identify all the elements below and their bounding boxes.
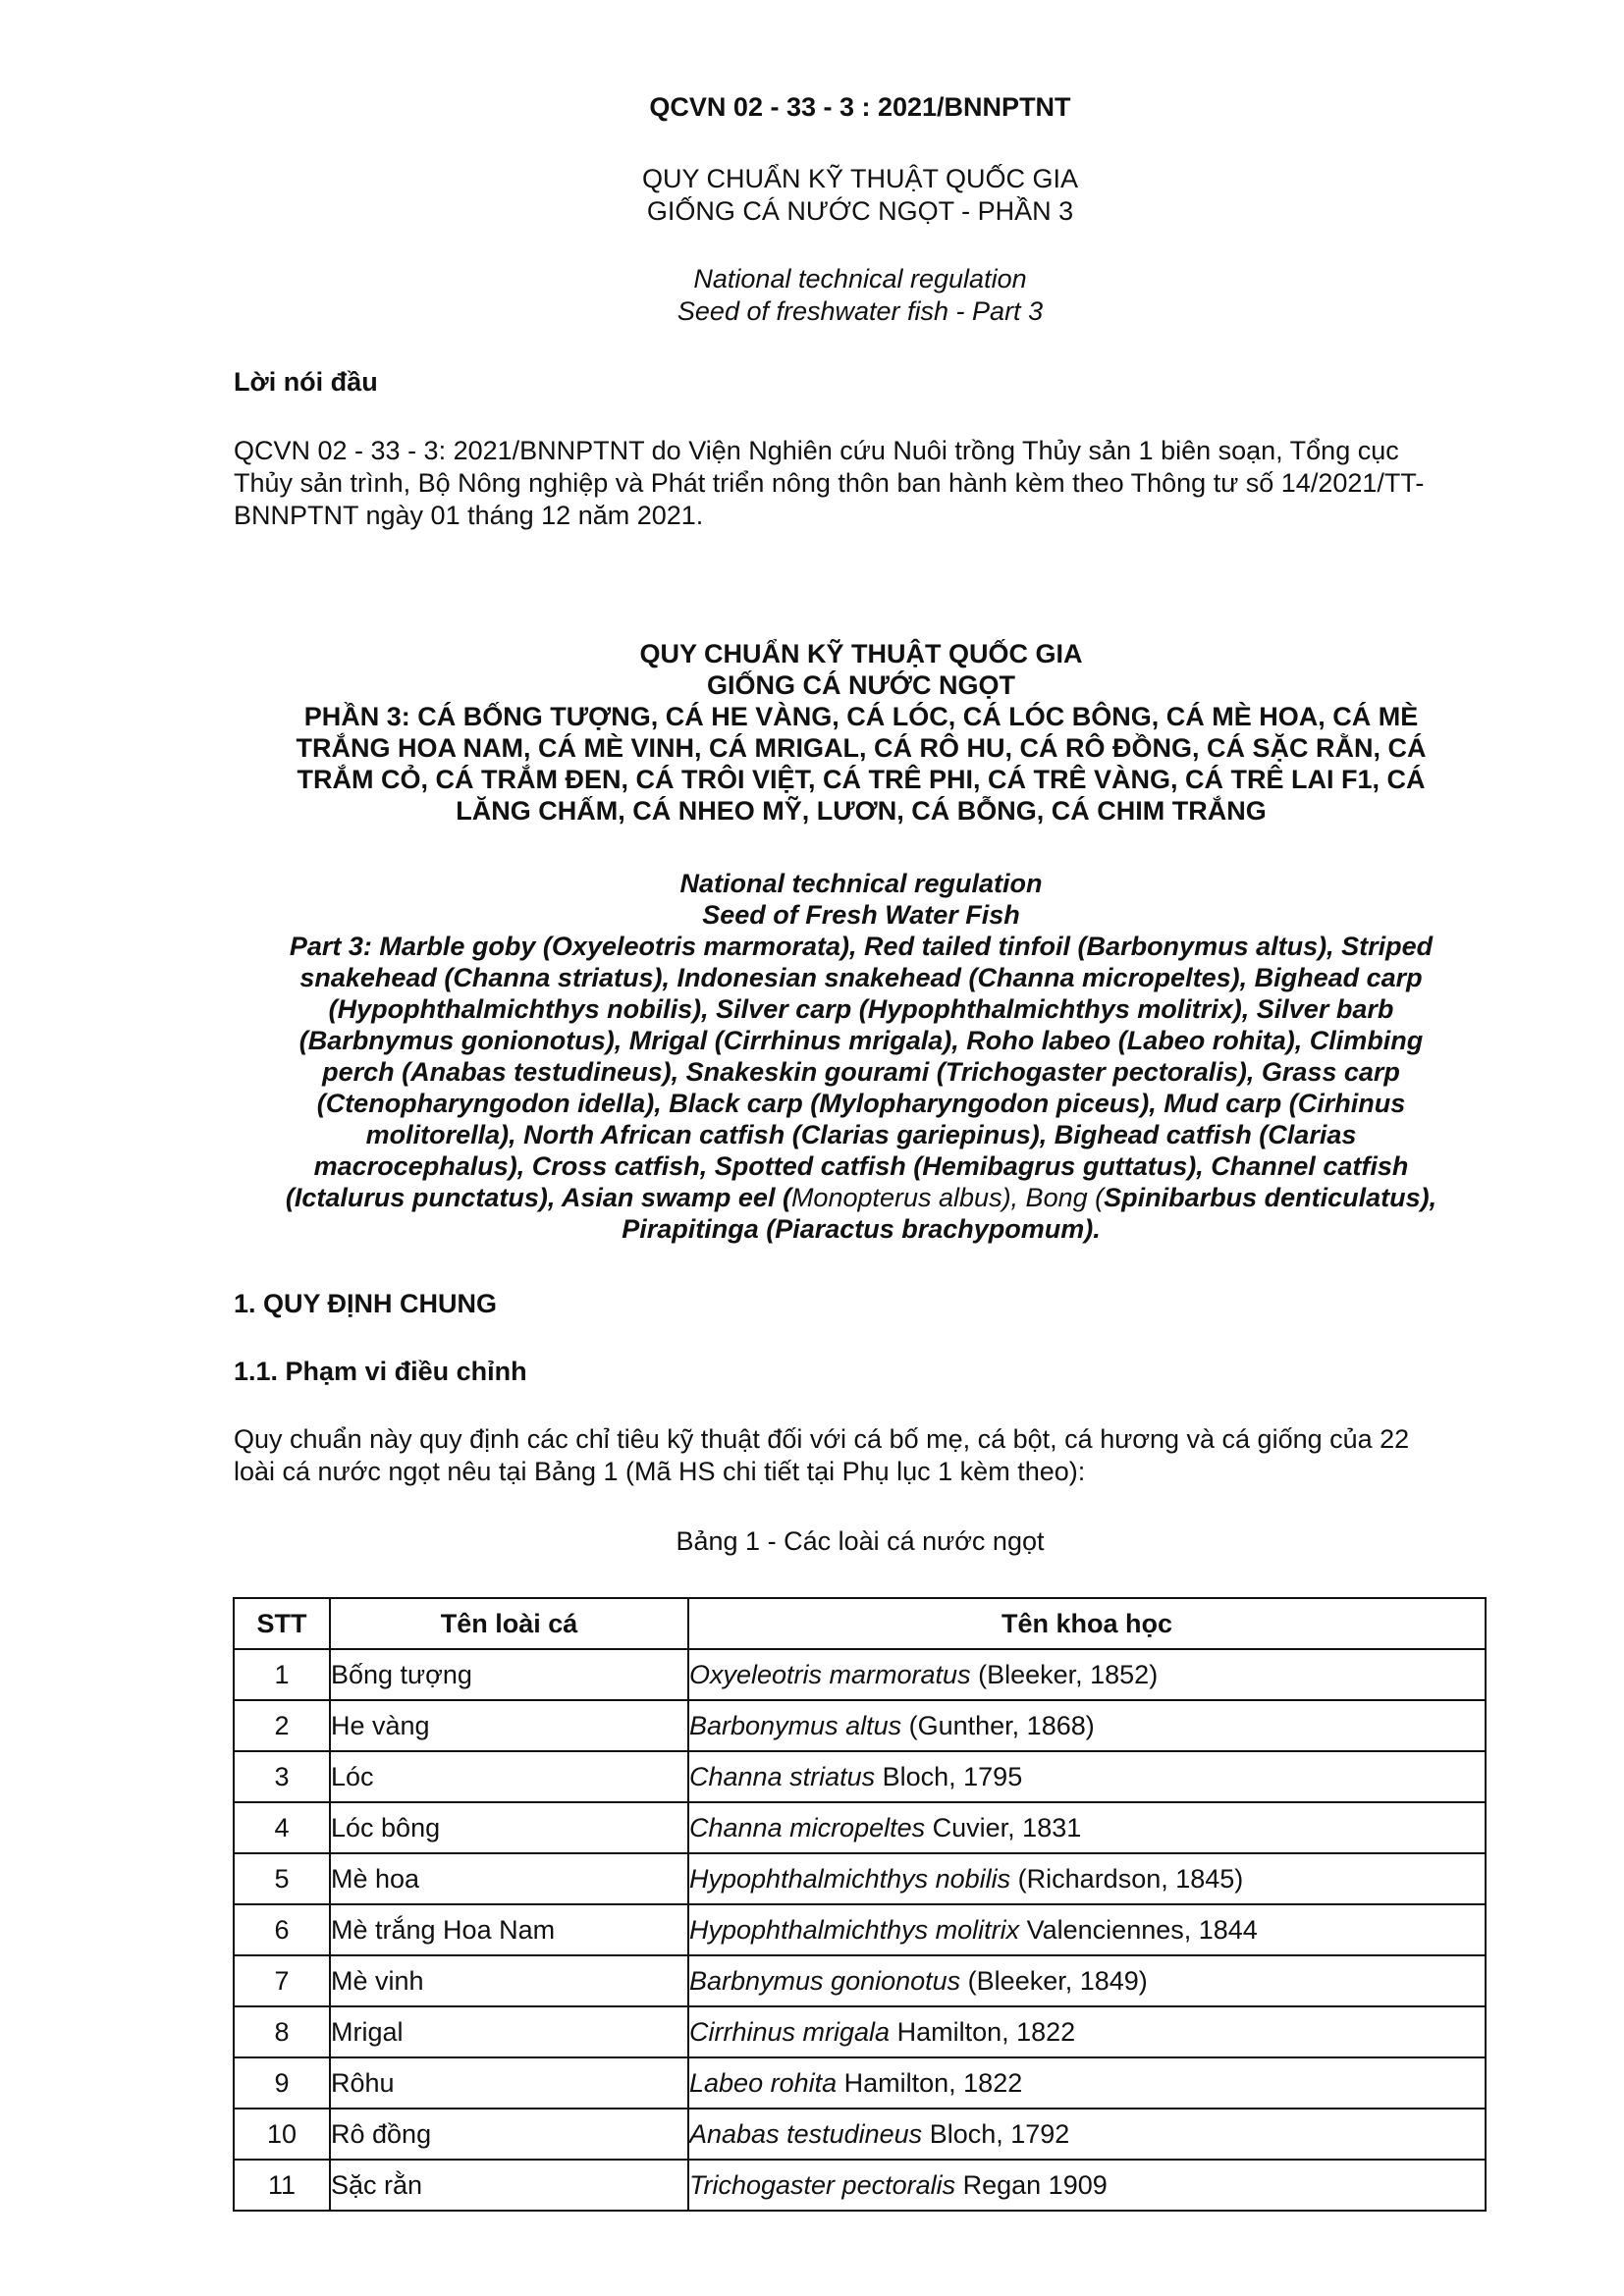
- column-header-name: Tên loài cá: [330, 1598, 688, 1649]
- sci-author: (Bleeker, 1852): [970, 1659, 1159, 1689]
- sci-author: (Richardson, 1845): [1010, 1863, 1244, 1894]
- table-row: [234, 1751, 1486, 1802]
- foreword-line: QCVN 02 - 33 - 3: 2021/BNNPTNT do Viện Nghiên cứu Nuôi trồng Thủy sản 1 biên soạn, Tổng cục: [234, 436, 1399, 465]
- cell-sci: [688, 1751, 1486, 1802]
- sci-author: Regan 1909: [955, 2169, 1108, 2200]
- cell-stt: 5: [234, 1853, 330, 1904]
- sci-author: Bloch, 1792: [922, 2118, 1070, 2149]
- sci-author: Hamilton, 1822: [837, 2067, 1023, 2098]
- cell-name: Rôhu: [330, 2057, 688, 2109]
- cell-name: Sặc rằn: [330, 2160, 688, 2211]
- cell-stt: 1: [234, 1649, 330, 1700]
- cell-stt: 9: [234, 2057, 330, 2109]
- main-title-en-line: [245, 1182, 1477, 1213]
- cell-sci: [688, 1649, 1486, 1700]
- cell-name: Mrigal: [330, 2006, 688, 2057]
- main-title-en-fragment: Spinibarbus denticulatus),: [1104, 1183, 1437, 1212]
- sci-name: Hypophthalmichthys nobilis: [689, 1863, 1011, 1894]
- main-title-en: [245, 868, 1477, 1245]
- table-row: [234, 2006, 1486, 2057]
- main-title-vn-line: GIỐNG CÁ NƯỚC NGỌT: [707, 670, 1015, 700]
- main-title-vn-line: TRẮM CỎ, CÁ TRẮM ĐEN, CÁ TRÔI VIỆT, CÁ TRÊ PHI, CÁ TRÊ VÀNG, CÁ TRÊ LAI F1, CÁ: [297, 765, 1426, 794]
- table-row: [234, 2057, 1486, 2109]
- table-caption: Bảng 1 - Các loài cá nước ngọt: [676, 1526, 1045, 1556]
- main-title-en-line: Pirapitinga (Piaractus brachypomum).: [622, 1214, 1101, 1244]
- table-row: [234, 1649, 1486, 1700]
- cell-stt: 7: [234, 1955, 330, 2006]
- regulation-code: QCVN 02 - 33 - 3 : 2021/BNNPTNT: [649, 92, 1071, 122]
- sci-name: Barbonymus altus: [689, 1710, 902, 1740]
- sci-name: Channa striatus: [689, 1761, 876, 1791]
- sci-author: Bloch, 1795: [875, 1761, 1023, 1791]
- cell-name: Mè trắng Hoa Nam: [330, 1904, 688, 1955]
- cell-stt: 3: [234, 1751, 330, 1802]
- main-title-en-line: (Hypophthalmichthys nobilis), Silver carp (Hypophthalmichthys molitrix), Silver barb: [328, 994, 1394, 1024]
- section-heading: 1. QUY ĐỊNH CHUNG: [234, 1289, 498, 1318]
- table-row: [234, 2109, 1486, 2160]
- table-row: [234, 1700, 1486, 1751]
- foreword-line: Thủy sản trình, Bộ Nông nghiệp và Phát triển nông thôn ban hành kèm theo Thông tư số 14/2021/TT-: [234, 468, 1425, 498]
- main-title-en-line: National technical regulation: [679, 869, 1043, 898]
- cell-sci: [688, 1955, 1486, 2006]
- cell-name: Lóc bông: [330, 1802, 688, 1853]
- sci-author: Hamilton, 1822: [890, 2016, 1076, 2047]
- cell-sci: [688, 2109, 1486, 2160]
- sci-author: Cuvier, 1831: [925, 1812, 1082, 1842]
- column-header-sci: Tên khoa học: [688, 1598, 1486, 1649]
- vn-title: [234, 163, 1487, 228]
- cell-name: Mè hoa: [330, 1853, 688, 1904]
- cell-sci: [688, 1802, 1486, 1853]
- sci-name: Hypophthalmichthys molitrix: [689, 1914, 1020, 1945]
- main-title-en-line: macrocephalus), Cross catfish, Spotted catfish (Hemibagrus guttatus), Channel catfish: [313, 1151, 1409, 1181]
- cell-name: He vàng: [330, 1700, 688, 1751]
- scope-text: [234, 1423, 1487, 1488]
- cell-name: Bống tượng: [330, 1649, 688, 1700]
- column-header-stt: STT: [234, 1598, 330, 1649]
- scope-line: Quy chuẩn này quy định các chỉ tiêu kỹ thuật đối với cá bố mẹ, cá bột, cá hương và cá giống của 22: [234, 1424, 1410, 1454]
- table-row: [234, 1802, 1486, 1853]
- main-title-vn-line: PHẦN 3: CÁ BỐNG TƯỢNG, CÁ HE VÀNG, CÁ LÓC, CÁ LÓC BÔNG, CÁ MÈ HOA, CÁ MÈ: [303, 702, 1419, 731]
- sci-name: Channa micropeltes: [689, 1812, 926, 1842]
- main-title-en-line: Seed of Fresh Water Fish: [702, 900, 1020, 930]
- table-row: [234, 1955, 1486, 2006]
- cell-stt: 6: [234, 1904, 330, 1955]
- main-title-en-line: snakehead (Channa striatus), Indonesian snakehead (Channa micropeltes), Bighead carp: [299, 963, 1423, 992]
- cell-name: Rô đồng: [330, 2109, 688, 2160]
- sci-name: Barbnymus gonionotus: [689, 1965, 961, 1996]
- sci-author: (Gunther, 1868): [901, 1710, 1095, 1740]
- foreword-heading: Lời nói đầu: [234, 367, 378, 397]
- main-title-en-fragment: Monopterus albus), Bong (: [790, 1183, 1105, 1212]
- table-row: [234, 1853, 1486, 1904]
- cell-sci: [688, 2057, 1486, 2109]
- foreword-line: BNNPTNT ngày 01 tháng 12 năm 2021.: [234, 501, 704, 530]
- cell-sci: [688, 2006, 1486, 2057]
- scope-line: loài cá nước ngọt nêu tại Bảng 1 (Mã HS chi tiết tại Phụ lục 1 kèm theo):: [234, 1457, 1086, 1486]
- main-title-en-fragment: (Ictalurus punctatus), Asian swamp eel (: [285, 1183, 791, 1212]
- subsection-heading: 1.1. Phạm vi điều chỉnh: [234, 1357, 527, 1386]
- cell-name: Lóc: [330, 1751, 688, 1802]
- cell-sci: [688, 2160, 1486, 2211]
- sci-name: Anabas testudineus: [689, 2118, 923, 2149]
- main-title-en-line: (Barbnymus gonionotus), Mrigal (Cirrhinus mrigala), Roho labeo (Labeo rohita), Climbing: [298, 1026, 1424, 1055]
- main-title-vn-line: TRẮNG HOA NAM, CÁ MÈ VINH, CÁ MRIGAL, CÁ RÔ HU, CÁ RÔ ĐỒNG, CÁ SẶC RẰN, CÁ: [296, 733, 1427, 763]
- sci-name: Labeo rohita: [689, 2067, 838, 2098]
- en-title-line: National technical regulation: [693, 264, 1027, 294]
- table-row: [234, 1904, 1486, 1955]
- table-row: [234, 2160, 1486, 2211]
- species-table: [233, 1597, 1487, 2212]
- cell-name: Mè vinh: [330, 1955, 688, 2006]
- cell-sci: [688, 1904, 1486, 1955]
- sci-name: Trichogaster pectoralis: [689, 2169, 956, 2200]
- cell-stt: 2: [234, 1700, 330, 1751]
- vn-title-line: QUY CHUẨN KỸ THUẬT QUỐC GIA: [641, 164, 1079, 193]
- table-header-row: [234, 1598, 1486, 1649]
- foreword-text: [234, 435, 1487, 532]
- main-title-en-line: molitorella), North African catfish (Clarias gariepinus), Bighead catfish (Clarias: [365, 1120, 1357, 1149]
- cell-stt: 11: [234, 2160, 330, 2211]
- sci-name: Oxyeleotris marmoratus: [689, 1659, 971, 1689]
- main-title-vn: [245, 638, 1477, 827]
- sci-author: (Bleeker, 1849): [960, 1965, 1148, 1996]
- en-title-line: Seed of freshwater fish - Part 3: [677, 296, 1044, 326]
- cell-stt: 4: [234, 1802, 330, 1853]
- sci-name: Cirrhinus mrigala: [689, 2016, 891, 2047]
- main-title-vn-line: LĂNG CHẤM, CÁ NHEO MỸ, LƯƠN, CÁ BỖNG, CÁ CHIM TRẮNG: [456, 796, 1267, 826]
- sci-author: Valenciennes, 1844: [1019, 1914, 1258, 1945]
- main-title-vn-line: QUY CHUẨN KỸ THUẬT QUỐC GIA: [639, 639, 1083, 668]
- en-title: [234, 263, 1487, 328]
- main-title-en-line: (Ctenopharyngodon idella), Black carp (Mylopharyngodon piceus), Mud carp (Cirhinus: [316, 1089, 1406, 1118]
- cell-stt: 8: [234, 2006, 330, 2057]
- cell-stt: 10: [234, 2109, 330, 2160]
- vn-title-line: GIỐNG CÁ NƯỚC NGỌT - PHẦN 3: [646, 196, 1074, 226]
- main-title-en-line: Part 3: Marble goby (Oxyeleotris marmorata), Red tailed tinfoil (Barbonymus altus), Striped: [289, 932, 1434, 961]
- cell-sci: [688, 1853, 1486, 1904]
- main-title-en-line: perch (Anabas testudineus), Snakeskin gourami (Trichogaster pectoralis), Grass carp: [322, 1057, 1400, 1087]
- cell-sci: [688, 1700, 1486, 1751]
